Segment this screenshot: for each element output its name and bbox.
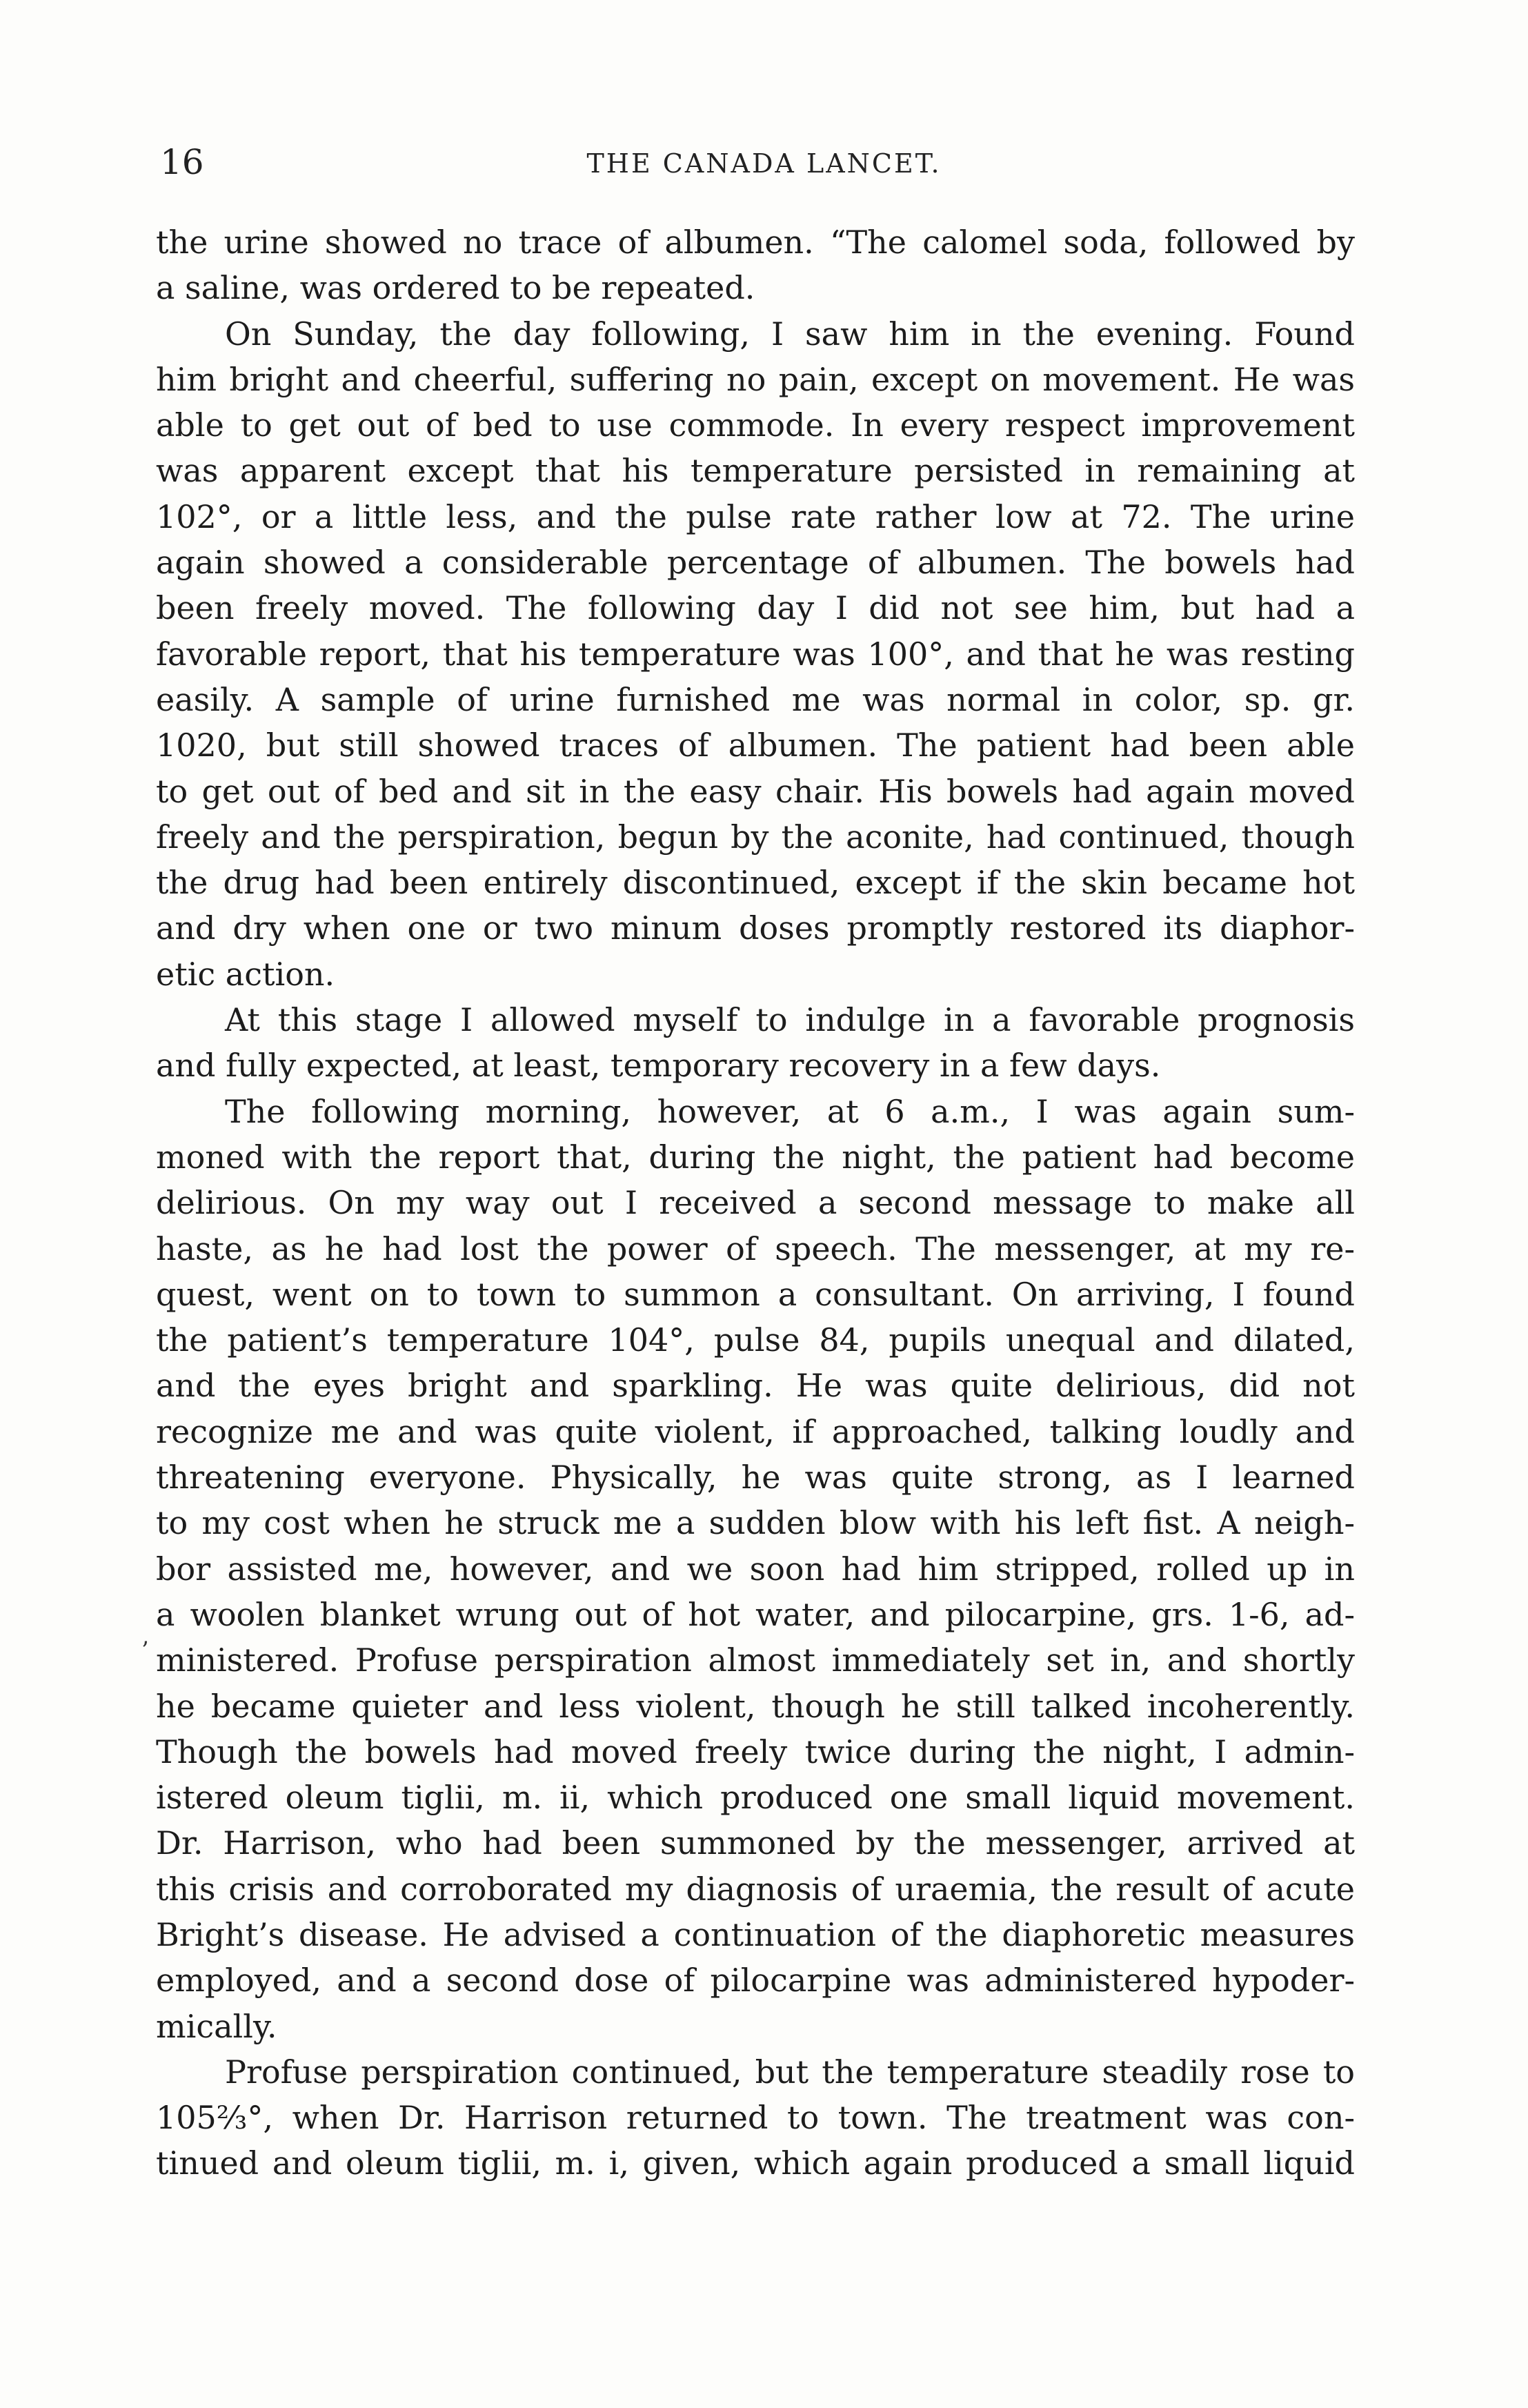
text-line: the patient’s temperature 104°, pulse 84, pupils unequal and dilated, <box>156 1321 1355 1359</box>
text-line: and dry when one or two minum doses promptly restored its diaphor- <box>156 909 1355 947</box>
text-line: Bright’s disease. He advised a continuation of the diaphoretic measures <box>156 1915 1355 1953</box>
text-line: been freely moved. The following day I did not see him, but had a <box>156 589 1355 627</box>
text-line: tinued and oleum tiglii, m. i, given, which again produced a small liquid <box>156 2144 1355 2182</box>
text-line: etic action. <box>156 955 335 993</box>
text-line: 102°, or a little less, and the pulse rate rather low at 72. The urine <box>156 497 1355 535</box>
running-head: THE CANADA LANCET. <box>586 148 942 179</box>
text-line: he became quieter and less violent, though he still talked incoherently. <box>156 1687 1355 1725</box>
text-line: able to get out of bed to use commode. In every respect improvement <box>156 406 1355 444</box>
text-line: and the eyes bright and sparkling. He was quite delirious, did not <box>156 1367 1355 1405</box>
text-line: haste, as he had lost the power of speech. The messenger, at my re- <box>156 1230 1355 1267</box>
text-line: a woolen blanket wrung out of hot water, and pilocarpine, grs. 1-6, ad- <box>156 1595 1355 1633</box>
text-line: easily. A sample of urine furnished me was normal in color, sp. gr. <box>156 680 1355 718</box>
text-line: was apparent except that his temperature persisted in remaining at <box>156 452 1355 490</box>
text-line: At this stage I allowed myself to indulge in a favorable prognosis <box>225 1001 1355 1039</box>
text-line: and fully expected, at least, temporary recovery in a few days. <box>156 1047 1161 1085</box>
text-line: Dr. Harrison, who had been summoned by the messenger, arrived at <box>156 1824 1355 1862</box>
text-line: again showed a considerable percentage of albumen. The bowels had <box>156 544 1355 582</box>
text-line: him bright and cheerful, suffering no pain, except on movement. He was <box>156 360 1355 398</box>
text-line: the drug had been entirely discontinued, except if the skin became hot <box>156 864 1355 902</box>
text-line: recognize me and was quite violent, if approached, talking loudly and <box>156 1412 1355 1450</box>
text-line: bor assisted me, however, and we soon had him stripped, rolled up in <box>156 1550 1355 1588</box>
body-text <box>156 219 1355 2187</box>
text-line: employed, and a second dose of pilocarpine was administered hypoder- <box>156 1962 1355 2000</box>
text-line: mically. <box>156 2007 277 2045</box>
text-line: Profuse perspiration continued, but the temperature steadily rose to <box>225 2053 1355 2091</box>
text-line: a saline, was ordered to be repeated. <box>156 269 755 307</box>
text-line: 105⅔°, when Dr. Harrison returned to town. The treatment was con- <box>156 2099 1355 2137</box>
text-line: to get out of bed and sit in the easy chair. His bowels had again moved <box>156 772 1355 810</box>
text-line: freely and the perspiration, begun by the aconite, had continued, though <box>156 818 1355 856</box>
text-line: On Sunday, the day following, I saw him in the evening. Found <box>225 315 1355 353</box>
text-line: quest, went on to town to summon a consultant. On arriving, I found <box>156 1275 1355 1313</box>
text-line: threatening everyone. Physically, he was quite strong, as I learned <box>156 1459 1355 1497</box>
text-line: Though the bowels had moved freely twice during the night, I admin- <box>156 1733 1355 1770</box>
text-line: the urine showed no trace of albumen. “The calomel soda, followed by <box>156 224 1355 261</box>
text-line: The following morning, however, at 6 a.m., I was again sum- <box>225 1092 1355 1130</box>
text-line: moned with the report that, during the night, the patient had become <box>156 1138 1355 1176</box>
page-number: 16 <box>160 142 204 182</box>
text-line: delirious. On my way out I received a second message to make all <box>156 1184 1355 1222</box>
margin-mark: ’ <box>141 1637 149 1664</box>
text-line: 1020, but still showed traces of albumen. The patient had been able <box>156 727 1355 764</box>
text-line: this crisis and corroborated my diagnosis of uraemia, the result of acute <box>156 1870 1355 1908</box>
text-line: istered oleum tiglii, m. ii, which produced one small liquid movement. <box>156 1779 1355 1817</box>
text-line: to my cost when he struck me a sudden blow with his left fist. A neigh- <box>156 1504 1355 1542</box>
text-line: favorable report, that his temperature was 100°, and that he was resting <box>156 635 1355 673</box>
text-line: ministered. Profuse perspiration almost immediately set in, and shortly <box>156 1641 1355 1679</box>
